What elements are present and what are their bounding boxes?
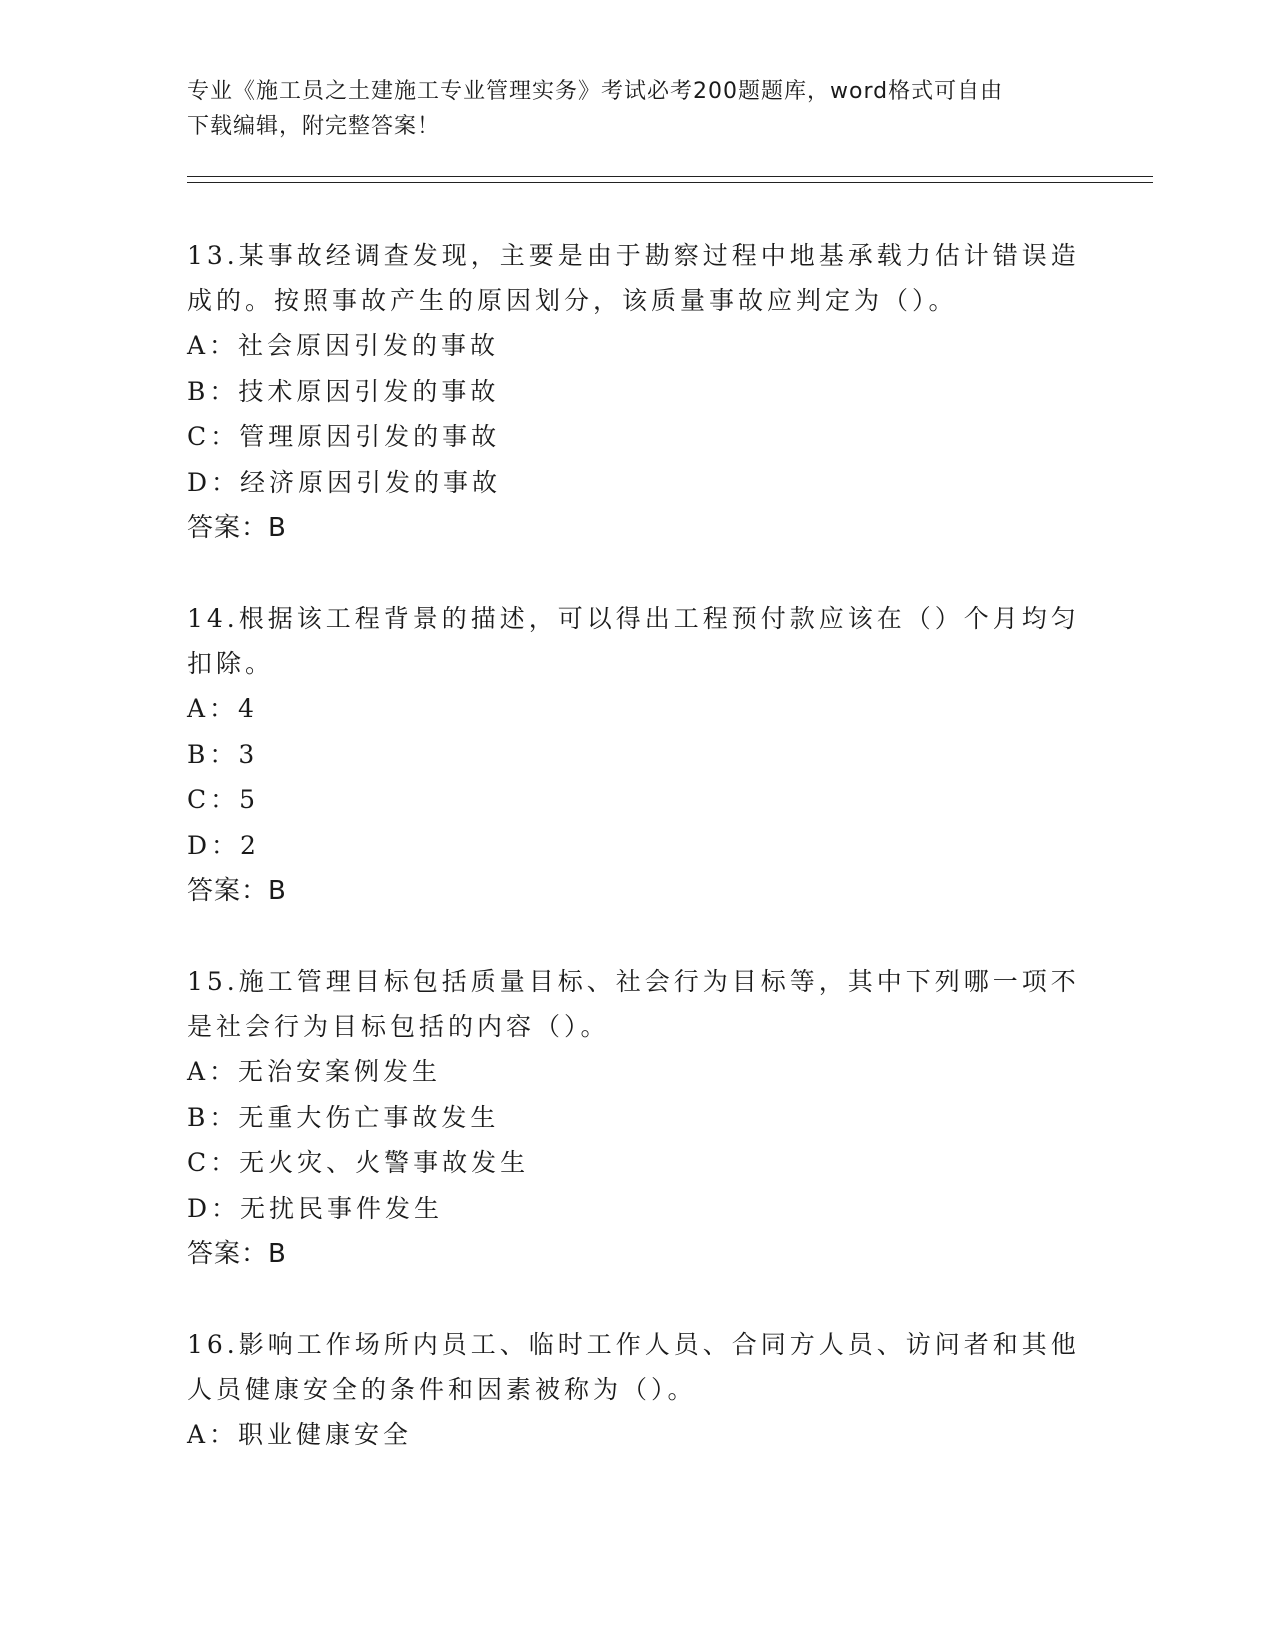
answer: 答案：B bbox=[187, 876, 287, 906]
question-stem-line: 人员健康安全的条件和因素被称为（）。 bbox=[187, 1375, 697, 1404]
question-16 bbox=[187, 1322, 1087, 1458]
question-13 bbox=[187, 233, 1087, 551]
question-stem-line: 扣除。 bbox=[187, 649, 275, 678]
option-b: B：技术原因引发的事故 bbox=[187, 376, 500, 406]
question-stem-line: 是社会行为目标包括的内容（）。 bbox=[187, 1012, 610, 1041]
question-stem-line: 16.影响工作场所内员工、临时工作人员、合同方人员、访问者和其他 bbox=[187, 1330, 1080, 1359]
option-c: C：管理原因引发的事故 bbox=[187, 422, 501, 451]
header-line-1: 专业《施工员之土建施工专业管理实务》考试必考200题题库，word格式可自由 bbox=[187, 79, 1004, 104]
question-15 bbox=[187, 959, 1087, 1277]
question-stem-line: 15.施工管理目标包括质量目标、社会行为目标等，其中下列哪一项不 bbox=[187, 967, 1080, 996]
option-d: D：经济原因引发的事故 bbox=[187, 467, 502, 497]
option-d: D：2 bbox=[187, 830, 260, 860]
option-d: D：无扰民事件发生 bbox=[187, 1193, 444, 1223]
answer: 答案：B bbox=[187, 513, 287, 543]
option-a: A：社会原因引发的事故 bbox=[187, 331, 500, 360]
question-stem-line: 13.某事故经调查发现，主要是由于勘察过程中地基承载力估计错误造 bbox=[187, 241, 1080, 270]
question-14 bbox=[187, 596, 1087, 914]
header-divider-top bbox=[187, 176, 1153, 177]
option-a: A：职业健康安全 bbox=[187, 1420, 413, 1449]
header-divider-bottom bbox=[187, 182, 1153, 183]
option-a: A：无治安案例发生 bbox=[187, 1057, 442, 1086]
option-a: A：4 bbox=[187, 694, 258, 723]
option-c: C：无火灾、火警事故发生 bbox=[187, 1148, 530, 1177]
document-header bbox=[187, 74, 1067, 144]
option-c: C：5 bbox=[187, 785, 260, 814]
question-stem-line: 14.根据该工程背景的描述，可以得出工程预付款应该在（）个月均匀 bbox=[187, 604, 1080, 633]
header-line-2: 下载编辑，附完整答案！ bbox=[187, 114, 441, 139]
question-stem-line: 成的。按照事故产生的原因划分，该质量事故应判定为（）。 bbox=[187, 286, 958, 315]
option-b: B：无重大伤亡事故发生 bbox=[187, 1102, 500, 1132]
answer: 答案：B bbox=[187, 1239, 287, 1269]
option-b: B：3 bbox=[187, 739, 259, 769]
